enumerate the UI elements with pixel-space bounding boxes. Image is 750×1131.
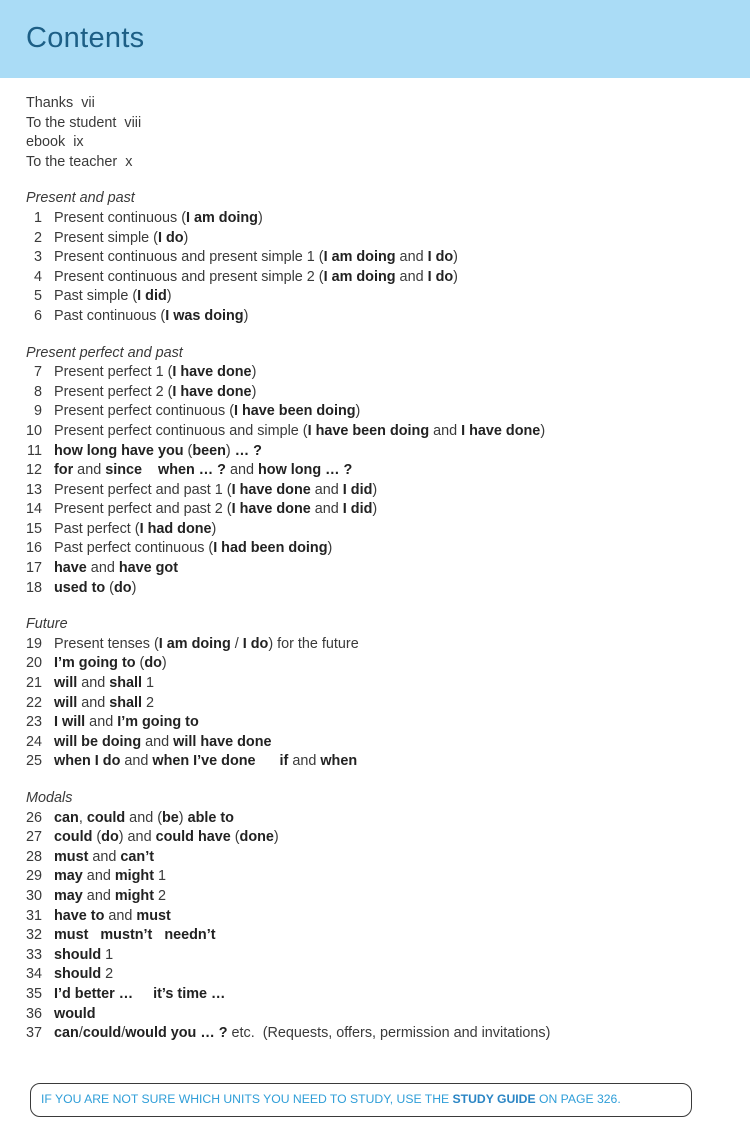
unit-number: 26	[25, 809, 42, 826]
unit-title-text: and	[82, 868, 115, 885]
unit-title	[54, 287, 172, 307]
unit-title-text: Past perfect continuous (	[54, 540, 214, 557]
unit-title-bold: how long … ?	[258, 462, 353, 479]
unit-title-text: Present perfect continuous and simple (	[54, 422, 308, 439]
unit-title-text: etc. (Requests, offers, permission and invitations)	[227, 1025, 551, 1042]
study-guide-link[interactable]: STUDY GUIDE	[452, 1092, 536, 1106]
unit-title	[54, 248, 458, 268]
unit-title-bold: will be doing	[54, 733, 142, 750]
unit-entry[interactable]	[26, 539, 726, 559]
unit-title-text: )	[372, 481, 378, 498]
unit-title	[54, 635, 359, 655]
unit-title	[54, 1024, 550, 1044]
unit-title-bold: I have been doing	[307, 422, 430, 439]
unit-title-text: )	[251, 383, 257, 400]
unit-title-text: ) for the future	[268, 635, 359, 652]
unit-entry[interactable]	[26, 307, 726, 327]
unit-title	[54, 268, 458, 288]
sections-container	[26, 172, 726, 1043]
unit-title	[54, 887, 166, 907]
unit-title	[54, 539, 332, 559]
unit-title-bold: could	[82, 1025, 122, 1042]
unit-title-text: and	[82, 887, 115, 904]
unit-number: 9	[33, 403, 42, 420]
unit-title-bold: when … ?	[158, 462, 226, 479]
front-matter-item[interactable]	[26, 153, 726, 173]
unit-title	[54, 363, 256, 383]
unit-title-text: and (	[125, 809, 162, 826]
unit-title-bold: have	[54, 560, 87, 577]
unit-entry[interactable]	[26, 1024, 726, 1044]
unit-title-text: ,	[78, 809, 87, 826]
unit-title-text: /	[78, 1025, 83, 1042]
unit-title-text: )	[372, 501, 378, 518]
section-spacer	[26, 598, 726, 615]
unit-title-text: Present continuous and present simple 2 (	[54, 268, 324, 285]
front-matter	[26, 94, 726, 172]
unit-title-bold: should	[54, 966, 102, 983]
unit-title	[54, 461, 352, 481]
unit-title-text: )	[243, 307, 249, 324]
unit-title-bold: do	[144, 655, 162, 672]
unit-number: 15	[25, 520, 42, 537]
unit-number: 12	[25, 462, 42, 479]
unit-title-text: and	[429, 422, 462, 439]
unit-entry[interactable]	[26, 867, 726, 887]
unit-title	[54, 752, 357, 772]
unit-title-bold: I’m going to	[117, 714, 199, 731]
unit-number: 24	[25, 733, 42, 750]
unit-title-bold: I do	[427, 268, 454, 285]
unit-title-bold: I was doing	[165, 307, 244, 324]
unit-entry[interactable]	[26, 985, 726, 1005]
unit-title	[54, 926, 216, 946]
unit-title	[54, 848, 154, 868]
unit-title-text: )	[251, 364, 257, 381]
unit-entry[interactable]	[26, 1005, 726, 1025]
unit-title-bold: I’d better … it’s time …	[54, 985, 226, 1002]
unit-title	[54, 481, 377, 501]
unit-number: 23	[25, 714, 42, 731]
unit-title-bold: may	[54, 868, 83, 885]
unit-number: 25	[25, 753, 42, 770]
unit-title-bold: I have done	[461, 422, 541, 439]
page-title: Contents	[26, 22, 145, 54]
unit-title-bold: I have done	[172, 364, 252, 381]
unit-title	[54, 229, 188, 249]
unit-entry[interactable]	[26, 752, 726, 772]
unit-number: 32	[25, 927, 42, 944]
unit-number: 6	[33, 307, 42, 324]
unit-title-bold: I have been doing	[233, 403, 356, 420]
unit-title	[54, 965, 113, 985]
unit-title-text: and	[77, 694, 110, 711]
unit-title-bold: I am doing	[186, 209, 258, 226]
unit-title	[54, 985, 225, 1005]
unit-entry[interactable]	[26, 926, 726, 946]
unit-title-text: and	[88, 848, 121, 865]
unit-number: 35	[25, 985, 42, 1002]
unit-entry[interactable]	[26, 383, 726, 403]
unit-title-text: )	[355, 403, 361, 420]
unit-title	[54, 674, 154, 694]
unit-entry[interactable]	[26, 268, 726, 288]
unit-title-text: Present simple (	[54, 229, 158, 246]
unit-entry[interactable]	[26, 461, 726, 481]
unit-title-text: Present continuous and present simple 1 (	[54, 249, 324, 266]
section-title: Future	[26, 616, 68, 633]
unit-title-bold: able to	[187, 809, 234, 826]
front-matter-item[interactable]	[26, 133, 726, 153]
unit-entry[interactable]	[26, 520, 726, 540]
unit-title-text: Present tenses (	[54, 635, 159, 652]
unit-number: 14	[25, 501, 42, 518]
unit-title-text: )	[131, 579, 137, 596]
unit-title	[54, 867, 166, 887]
unit-title	[54, 828, 279, 848]
unit-entry[interactable]	[26, 481, 726, 501]
unit-title-bold: would you … ?	[125, 1025, 228, 1042]
front-matter-item[interactable]	[26, 94, 726, 114]
unit-title	[54, 500, 377, 520]
unit-title-bold: how long have you	[54, 442, 184, 459]
section-spacer	[26, 772, 726, 789]
unit-title-text: )	[453, 249, 458, 266]
unit-title	[54, 694, 154, 714]
unit-title-bold: done	[239, 829, 274, 846]
unit-title	[54, 579, 136, 599]
unit-entry[interactable]	[26, 363, 726, 383]
section-title: Modals	[26, 790, 73, 806]
unit-title-text: Present continuous (	[54, 209, 186, 226]
unit-title-text: 1	[101, 946, 114, 963]
unit-number: 7	[33, 364, 42, 381]
unit-title-text: (	[92, 829, 102, 846]
unit-number: 10	[25, 422, 42, 439]
unit-number: 20	[25, 655, 42, 672]
unit-title-text: (	[183, 442, 193, 459]
unit-title-text: and	[310, 481, 343, 498]
unit-title-bold: I do	[242, 635, 269, 652]
unit-title-text: Present perfect 1 (	[54, 364, 173, 381]
study-guide-note	[30, 1083, 692, 1117]
unit-entry[interactable]	[26, 809, 726, 829]
unit-title-bold: I have done	[231, 501, 311, 518]
unit-number: 11	[27, 442, 42, 459]
unit-entry[interactable]	[26, 635, 726, 655]
unit-title-text: ) and	[118, 829, 156, 846]
unit-title-bold: shall	[109, 675, 143, 692]
unit-title-text: /	[230, 635, 243, 652]
unit-number: 8	[33, 383, 42, 400]
section-spacer	[26, 172, 726, 189]
unit-title-text: 2	[154, 887, 167, 904]
unit-title-text: )	[257, 209, 263, 226]
unit-title-bold: I have done	[231, 481, 311, 498]
unit-title-bold: when I do	[54, 753, 121, 770]
unit-entry[interactable]	[26, 946, 726, 966]
unit-title-text: 1	[154, 868, 167, 885]
unit-title-bold: must	[54, 848, 89, 865]
unit-title-bold: can	[54, 809, 79, 826]
unit-title-bold: I am doing	[323, 268, 396, 285]
header-banner	[0, 0, 750, 78]
unit-title-bold: when	[320, 753, 358, 770]
unit-title	[54, 713, 199, 733]
unit-entry[interactable]	[26, 248, 726, 268]
unit-entry[interactable]	[26, 713, 726, 733]
unit-title-bold: be	[162, 809, 179, 826]
unit-entry[interactable]	[26, 848, 726, 868]
unit-title-text: Present perfect and past 1 (	[54, 481, 232, 498]
front-matter-page: vii	[81, 95, 95, 111]
unit-title-text: and	[77, 675, 110, 692]
front-matter-label: To the student	[26, 114, 117, 131]
unit-title-bold: been	[192, 442, 226, 459]
unit-title-bold: since	[105, 462, 143, 479]
unit-title	[54, 520, 216, 540]
unit-entry[interactable]	[26, 287, 726, 307]
front-matter-label: Thanks	[26, 95, 74, 111]
unit-title-text: /	[121, 1025, 126, 1042]
unit-title-bold: can	[54, 1025, 79, 1042]
unit-entry[interactable]	[26, 500, 726, 520]
unit-number: 16	[25, 540, 42, 557]
unit-number: 27	[25, 829, 42, 846]
unit-title-bold: might	[114, 887, 154, 904]
unit-title-bold: may	[54, 887, 83, 904]
unit-number: 30	[25, 887, 42, 904]
unit-number: 13	[25, 481, 42, 498]
unit-title-bold: could have	[155, 829, 231, 846]
unit-title-text: and	[310, 501, 343, 518]
unit-title	[54, 946, 113, 966]
unit-title-text: )	[211, 520, 217, 537]
front-matter-label: ebook	[26, 134, 66, 151]
unit-entry[interactable]	[26, 965, 726, 985]
unit-title	[54, 402, 360, 422]
unit-title-text: )	[327, 540, 333, 557]
unit-title-bold: I did	[342, 501, 373, 518]
unit-title-bold: I’m going to	[54, 655, 136, 672]
unit-number: 2	[33, 229, 42, 246]
unit-title	[54, 907, 171, 927]
unit-title-bold: I had been doing	[213, 540, 328, 557]
unit-title-bold: shall	[109, 694, 143, 711]
unit-title	[54, 307, 248, 327]
unit-title-bold: I did	[137, 288, 167, 305]
unit-title	[54, 559, 178, 579]
unit-number: 36	[25, 1005, 42, 1022]
unit-title-text: )	[178, 809, 188, 826]
unit-number: 31	[25, 907, 42, 924]
unit-title-text: (	[230, 829, 240, 846]
unit-title-bold: I do	[157, 229, 184, 246]
unit-title-bold: … ?	[234, 442, 262, 459]
footer-text-before: IF YOU ARE NOT SURE WHICH UNITS YOU NEED TO STUDY, USE THE	[41, 1092, 453, 1106]
unit-title-text: )	[225, 442, 235, 459]
unit-title-bold: could	[86, 809, 126, 826]
unit-title-bold: have to	[54, 907, 105, 924]
unit-title-bold: can’t	[120, 848, 154, 865]
unit-title-text: and	[104, 907, 137, 924]
unit-title-bold: I had done	[139, 520, 212, 537]
unit-title-bold: if	[279, 753, 289, 770]
unit-title-bold: I do	[427, 249, 454, 266]
unit-title-text	[142, 462, 158, 478]
unit-title-bold: for	[54, 462, 74, 479]
section-title: Present and past	[26, 190, 135, 207]
unit-entry[interactable]	[26, 442, 726, 462]
unit-title-text: and	[288, 753, 321, 770]
unit-title	[54, 654, 167, 674]
unit-title-text: (	[105, 579, 114, 596]
unit-title-text: and	[395, 268, 428, 285]
unit-title-text: 2	[101, 966, 114, 983]
unit-title-text: and	[395, 249, 428, 266]
unit-title-bold: will have done	[173, 733, 272, 750]
unit-number: 21	[25, 675, 42, 692]
unit-title-text: and	[120, 753, 153, 770]
unit-title-bold: have got	[118, 560, 178, 577]
unit-title-text: 1	[142, 675, 155, 692]
unit-entry[interactable]	[26, 828, 726, 848]
unit-number: 22	[25, 694, 42, 711]
unit-title-bold: must	[136, 907, 171, 924]
unit-number: 3	[33, 249, 42, 266]
unit-number: 4	[33, 268, 42, 285]
unit-title-bold: used to	[54, 579, 106, 596]
front-matter-page: x	[125, 153, 133, 170]
unit-number: 33	[25, 946, 42, 963]
unit-number: 29	[25, 868, 42, 885]
unit-title	[54, 383, 256, 403]
unit-title-text: and	[85, 714, 118, 731]
unit-title-text: (	[135, 655, 145, 672]
unit-entry[interactable]	[26, 422, 726, 442]
unit-title-text	[256, 753, 280, 769]
unit-number: 17	[25, 560, 42, 577]
unit-entry[interactable]	[26, 229, 726, 249]
unit-title-text: Past perfect (	[54, 520, 140, 537]
unit-entry[interactable]	[26, 654, 726, 674]
unit-title-text: and	[73, 462, 106, 479]
section-spacer	[26, 327, 726, 344]
unit-title-bold: could	[54, 829, 93, 846]
unit-entry[interactable]	[26, 674, 726, 694]
unit-title-text: Present perfect continuous (	[54, 403, 234, 420]
unit-title	[54, 1005, 96, 1025]
unit-title-text: )	[273, 829, 279, 846]
unit-title-bold: I am doing	[323, 249, 396, 266]
unit-title-bold: must mustn’t needn’t	[54, 927, 216, 944]
unit-title-bold: I have done	[172, 383, 252, 400]
section-title: Present perfect and past	[26, 344, 183, 361]
unit-title-text: )	[166, 288, 172, 305]
unit-title	[54, 422, 545, 442]
footer-text-after: ON PAGE 326.	[535, 1092, 621, 1106]
unit-title-bold: I am doing	[158, 635, 231, 652]
unit-entry[interactable]	[26, 733, 726, 753]
unit-title-text: Present perfect 2 (	[54, 383, 173, 400]
unit-title-text: Past simple (	[54, 288, 138, 305]
unit-number: 19	[25, 635, 42, 652]
unit-entry[interactable]	[26, 559, 726, 579]
unit-number: 34	[25, 966, 42, 983]
front-matter-item[interactable]	[26, 114, 726, 134]
unit-title-text: )	[161, 655, 167, 672]
unit-title	[54, 442, 262, 462]
unit-title-text: )	[453, 268, 458, 285]
front-matter-page: ix	[73, 134, 84, 151]
unit-title-text: 2	[142, 694, 155, 711]
front-matter-label: To the teacher	[26, 153, 118, 170]
unit-title-text: and	[225, 462, 258, 479]
unit-entry[interactable]	[26, 579, 726, 599]
unit-entry[interactable]	[26, 694, 726, 714]
unit-title-text: )	[540, 422, 546, 439]
front-matter-page: viii	[124, 114, 142, 131]
unit-entry[interactable]	[26, 907, 726, 927]
unit-title-bold: I will	[54, 714, 86, 731]
unit-number: 18	[25, 579, 42, 596]
unit-title-bold: do	[101, 829, 119, 846]
unit-title-text: )	[183, 229, 189, 246]
unit-number: 28	[25, 848, 42, 865]
unit-entry[interactable]	[26, 402, 726, 422]
unit-title-bold: will	[54, 694, 78, 711]
unit-title	[54, 809, 234, 829]
unit-number: 5	[33, 288, 42, 305]
unit-entry[interactable]	[26, 887, 726, 907]
contents-list	[26, 94, 726, 1044]
unit-title	[54, 209, 263, 229]
unit-title-text: Present perfect and past 2 (	[54, 501, 232, 518]
unit-entry[interactable]	[26, 209, 726, 229]
unit-title-bold: when I’ve done	[152, 753, 256, 770]
unit-title-bold: I did	[342, 481, 373, 498]
unit-title-bold: might	[114, 868, 154, 885]
unit-title	[54, 733, 272, 753]
unit-number: 1	[33, 209, 42, 226]
unit-title-bold: should	[54, 946, 102, 963]
unit-title-text: Past continuous (	[54, 307, 166, 324]
unit-title-text: and	[86, 560, 119, 577]
unit-title-bold: would	[54, 1005, 96, 1022]
unit-title-bold: do	[113, 579, 132, 596]
unit-title-bold: will	[54, 675, 78, 692]
unit-number: 37	[25, 1025, 42, 1042]
unit-title-text: and	[141, 733, 174, 750]
